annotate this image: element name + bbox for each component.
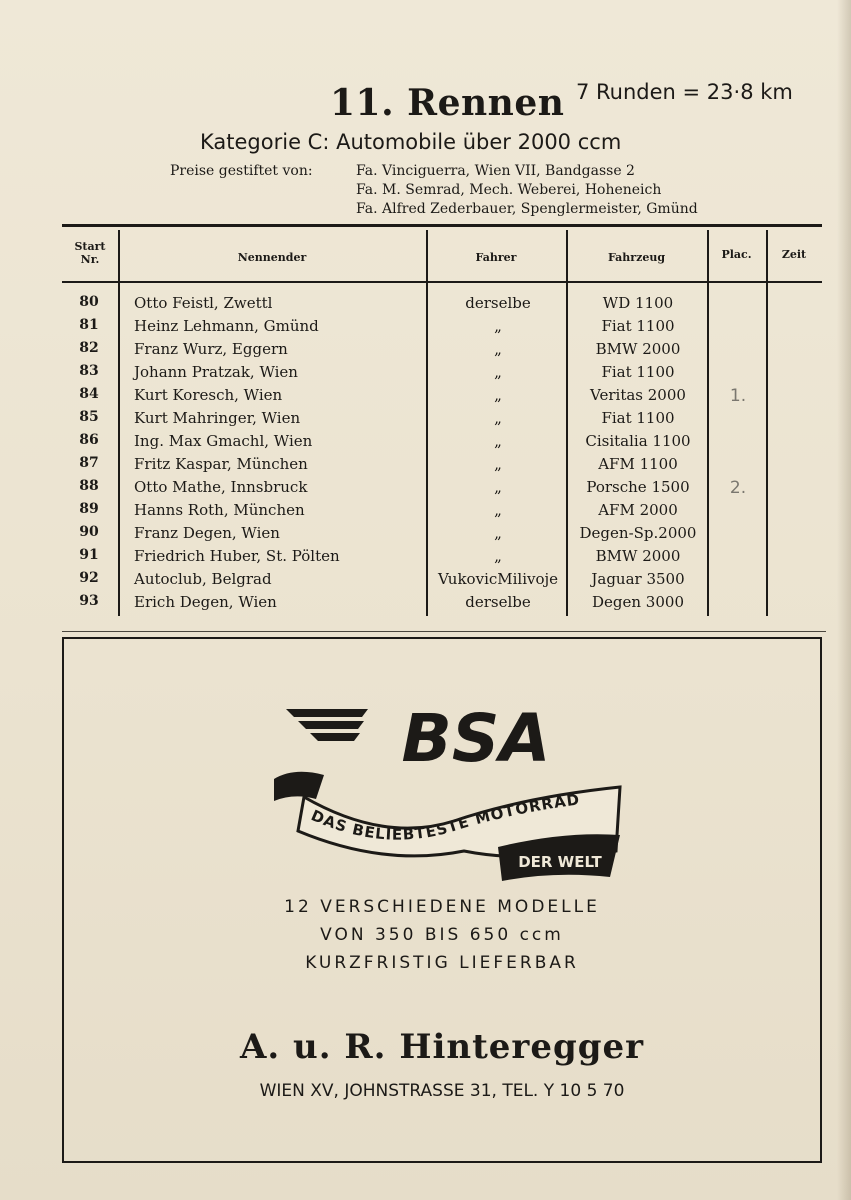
driver-name: „ [494, 501, 502, 519]
ribbon-end-left [274, 772, 324, 801]
start-number: 92 [79, 570, 99, 586]
table-row [62, 524, 822, 547]
start-number: 84 [79, 386, 99, 402]
table-top-rule [62, 224, 822, 227]
table-body [62, 294, 822, 616]
start-number: 90 [79, 524, 99, 540]
start-number: 83 [79, 363, 99, 379]
driver-name: „ [494, 432, 502, 450]
vehicle-name: Cisitalia 1100 [585, 432, 691, 450]
start-number: 93 [79, 593, 99, 609]
entrant-name: Friedrich Huber, St. Pölten [134, 547, 340, 565]
entrant-name: Johann Pratzak, Wien [134, 363, 298, 381]
driver-name: „ [494, 478, 502, 496]
driver-name: VukovicMilivoje [437, 570, 559, 588]
brand-text: BSA [401, 701, 551, 777]
start-number: 91 [79, 547, 99, 563]
driver-name: „ [494, 386, 502, 404]
separator-rule [62, 631, 826, 632]
entrant-name: Otto Feistl, Zwettl [134, 294, 273, 312]
table-row [62, 478, 822, 501]
start-number: 87 [79, 455, 99, 471]
dealer-name: A. u. R. Hinteregger [239, 1027, 645, 1067]
page-edge-shadow [837, 0, 851, 1200]
table-row [62, 547, 822, 570]
entrant-name: Fritz Kaspar, München [134, 455, 308, 473]
race-distance: 7 Runden = 23·8 km [576, 80, 793, 104]
driver-name: derselbe [465, 294, 531, 312]
entrant-name: Hanns Roth, München [134, 501, 305, 519]
driver-name: „ [494, 340, 502, 358]
header-driver: Fahrer [475, 251, 517, 264]
placement-mark: 2. [729, 478, 747, 498]
vehicle-name: Degen 3000 [592, 593, 684, 611]
header-start-nr: Start Nr. [74, 240, 106, 266]
header-entrant: Nennender [237, 251, 307, 264]
header-placement: Plac. [721, 248, 752, 261]
entrant-name: Franz Wurz, Eggern [134, 340, 288, 358]
start-number: 80 [79, 294, 99, 310]
start-number: 89 [79, 501, 99, 517]
table-row [62, 593, 822, 616]
sponsors-block [170, 162, 698, 219]
table-row [62, 432, 822, 455]
vehicle-name: BMW 2000 [595, 340, 681, 358]
driver-name: „ [494, 363, 502, 381]
vehicle-name: Jaguar 3500 [591, 570, 685, 588]
vehicle-name: Fiat 1100 [601, 409, 675, 427]
vehicle-name: Porsche 1500 [586, 478, 690, 496]
table-row [62, 386, 822, 409]
dealer-address: WIEN XV, JOHNSTRASSE 31, TEL. Y 10 5 70 [259, 1081, 625, 1101]
table-row [62, 317, 822, 340]
driver-name: „ [494, 455, 502, 473]
table-row [62, 501, 822, 524]
vehicle-name: AFM 2000 [598, 501, 678, 519]
ad-line-models: 12 VERSCHIEDENE MODELLE [284, 897, 600, 917]
driver-name: „ [494, 317, 502, 335]
race-category: Kategorie C: Automobile über 2000 ccm [200, 130, 622, 154]
vehicle-name: Fiat 1100 [601, 317, 675, 335]
driver-name: „ [494, 409, 502, 427]
sponsor-line: Fa. Vinciguerra, Wien VII, Bandgasse 2 [356, 163, 635, 179]
entrant-name: Kurt Koresch, Wien [134, 386, 283, 404]
ad-line-delivery: KURZFRISTIG LIEFERBAR [305, 953, 579, 973]
start-number: 88 [79, 478, 99, 494]
entrant-name: Erich Degen, Wien [134, 593, 277, 611]
driver-name: derselbe [465, 593, 531, 611]
vehicle-name: Degen-Sp.2000 [579, 524, 697, 542]
start-number: 82 [79, 340, 99, 356]
placement-mark: 1. [729, 386, 747, 406]
start-number: 81 [79, 317, 99, 333]
entrant-name: Franz Degen, Wien [134, 524, 280, 542]
table-row [62, 570, 822, 593]
driver-name: „ [494, 547, 502, 565]
table-row [62, 455, 822, 478]
driver-name: „ [494, 524, 502, 542]
sponsor-line: Fa. Alfred Zederbauer, Spenglermeister, Gmünd [356, 201, 698, 217]
header-time: Zeit [781, 248, 807, 261]
advertisement [62, 637, 822, 1163]
table-row [62, 340, 822, 363]
entrant-name: Otto Mathe, Innsbruck [134, 478, 308, 496]
start-number: 85 [79, 409, 99, 425]
vehicle-name: AFM 1100 [598, 455, 678, 473]
table-row [62, 363, 822, 386]
sponsors-label: Preise gestiftet von: [170, 163, 313, 179]
sponsor-line: Fa. M. Semrad, Mech. Weberei, Hoheneich [356, 182, 662, 198]
vehicle-name: BMW 2000 [595, 547, 681, 565]
slogan-text: DAS BELIEBTESTE MOTORRAD [308, 790, 582, 844]
table-row [62, 409, 822, 432]
entrant-name: Autoclub, Belgrad [134, 570, 272, 588]
vehicle-name: Veritas 2000 [590, 386, 686, 404]
entrant-name: Ing. Max Gmachl, Wien [134, 432, 313, 450]
wing-icon [286, 709, 368, 741]
ad-line-displacement: VON 350 BIS 650 ccm [320, 925, 564, 945]
table-row [62, 294, 822, 317]
vehicle-name: Fiat 1100 [601, 363, 675, 381]
start-number: 86 [79, 432, 99, 448]
header-vehicle: Fahrzeug [607, 251, 666, 264]
bsa-logo [264, 701, 624, 881]
entry-table [62, 224, 822, 616]
vehicle-name: WD 1100 [602, 294, 674, 312]
entrant-name: Kurt Mahringer, Wien [134, 409, 301, 427]
entrant-name: Heinz Lehmann, Gmünd [134, 317, 319, 335]
slogan-end-text: DER WELT [518, 853, 602, 871]
race-title: 11. Rennen [330, 82, 565, 124]
